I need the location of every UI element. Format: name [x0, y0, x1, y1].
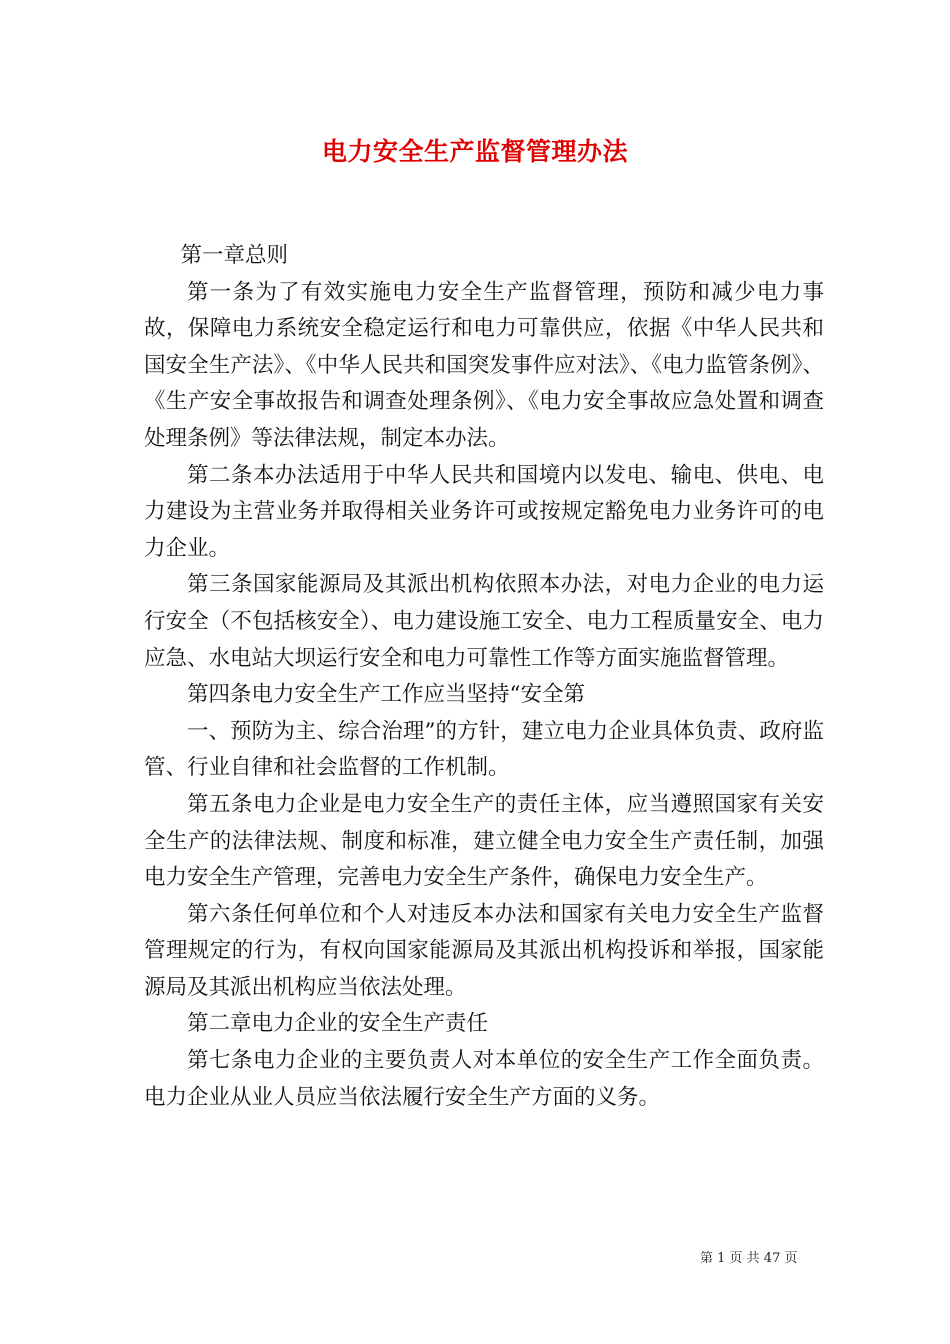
article-paragraph: 第六条任何单位和个人对违反本办法和国家有关电力安全生产监督管理规定的行为，有权向国家能源局及其派出机构投诉和举报，国家能源局及其派出机构应当依法处理。	[144, 901, 824, 1000]
article-paragraph: 第五条电力企业是电力安全生产的责任主体，应当遵照国家有关安全生产的法律法规、制度和标准，建立健全电力安全生产责任制，加强电力安全生产管理，完善电力安全生产条件，确保电力安全生产。	[144, 791, 824, 891]
document-title: 电力安全生产监督管理办法	[321, 137, 628, 166]
article-paragraph: 一、预防为主、综合治理”的方针，建立电力企业具体负责、政府监管、行业自律和社会监督的工作机制。	[144, 718, 824, 781]
chapter-heading: 第一章总则	[180, 243, 289, 268]
article-paragraph: 第三条国家能源局及其派出机构依照本办法，对电力企业的电力运行安全（不包括核安全）、电力建设施工安全、电力工程质量安全、电力应急、水电站大坝运行安全和电力可靠性工作等方面实施监督管理。	[144, 572, 824, 671]
article-paragraph: 第二条本办法适用于中华人民共和国境内以发电、输电、供电、电力建设为主营业务并取得相关业务许可或按规定豁免电力业务许可的电力企业。	[144, 462, 824, 561]
page-number: 第 1 页 共 47 页	[700, 1251, 798, 1266]
article-paragraph: 第七条电力企业的主要负责人对本单位的安全生产工作全面负责。电力企业从业人员应当依法履行安全生产方面的义务。	[144, 1048, 824, 1110]
article-paragraph: 第四条电力安全生产工作应当坚持“安全第	[187, 682, 585, 708]
chapter-heading: 第二章电力企业的安全生产责任	[187, 1011, 489, 1037]
document-body	[144, 238, 824, 1116]
article-paragraph: 第一条为了有效实施电力安全生产监督管理，预防和减少电力事故，保障电力系统安全稳定运行和电力可靠供应，依据《中华人民共和国安全生产法》、《中华人民共和国突发事件应对法》、《电力监管条例》、《生产安全事故报告和调查处理条例》、《电力安全事故应急处置和调查处理条例》等法律法规，制定本办法。	[144, 279, 824, 451]
